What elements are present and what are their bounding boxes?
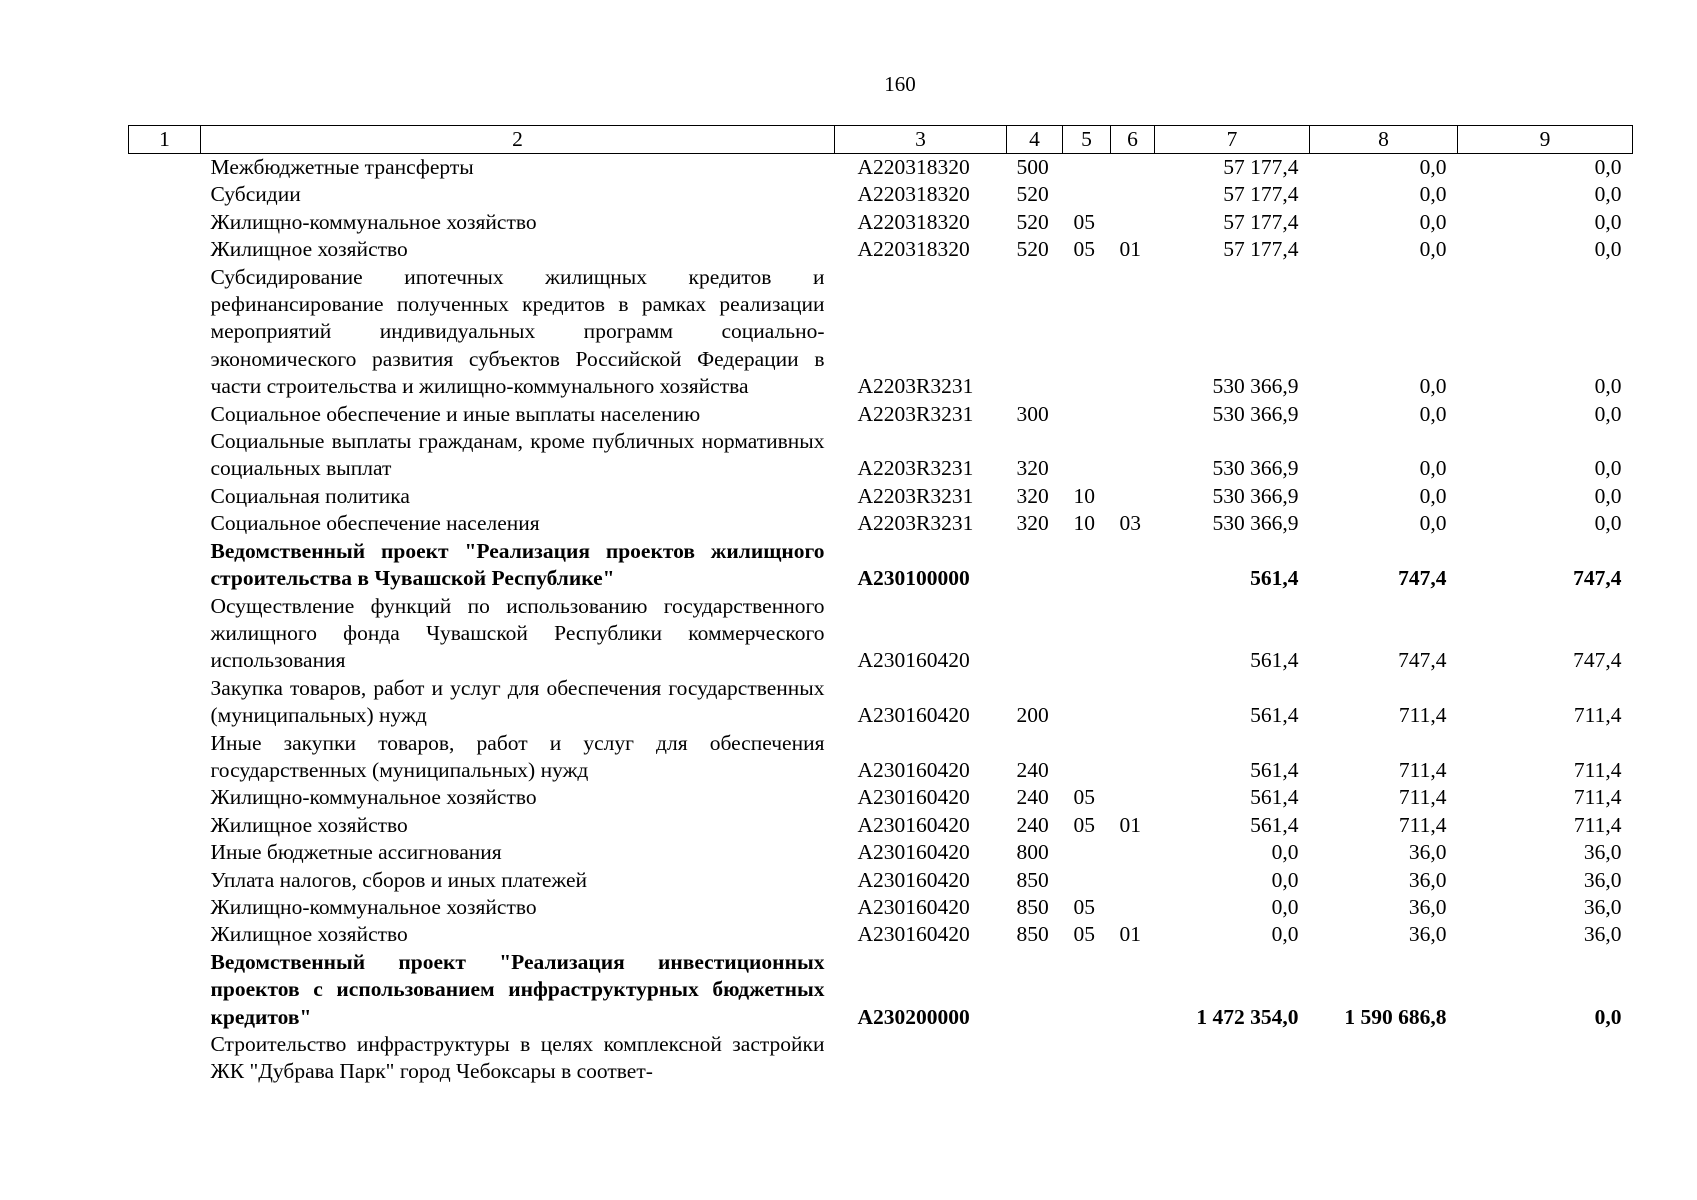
expense-type-code bbox=[1007, 538, 1063, 593]
item-name: Иные бюджетные ассигнования bbox=[210, 840, 502, 865]
col-1-cell bbox=[129, 538, 201, 593]
item-name: Жилищное хозяйство bbox=[210, 237, 408, 262]
section-code bbox=[1063, 1031, 1111, 1086]
amount-col-8: 711,4 bbox=[1398, 703, 1447, 728]
subsection-code bbox=[1111, 730, 1155, 785]
section-code bbox=[1063, 428, 1111, 483]
amount-col-9: 0,0 bbox=[1594, 1004, 1622, 1029]
section-code: 05 bbox=[1073, 209, 1095, 234]
item-name: Социальное обеспечение и иные выплаты населению bbox=[210, 401, 701, 426]
section-code bbox=[1063, 154, 1111, 182]
header-row bbox=[129, 126, 1633, 154]
expense-type-code: 850 bbox=[1016, 922, 1049, 947]
section-code: 05 bbox=[1073, 812, 1095, 837]
target-article-code: A230160420 bbox=[857, 648, 970, 673]
col-1-cell bbox=[129, 1031, 201, 1086]
amount-col-7: 57 177,4 bbox=[1223, 182, 1299, 207]
table-row bbox=[129, 1031, 1633, 1086]
amount-col-9: 0,0 bbox=[1594, 182, 1622, 207]
subsection-code: 01 bbox=[1119, 812, 1141, 837]
amount-col-9: 0,0 bbox=[1594, 237, 1622, 262]
amount-col-8: 0,0 bbox=[1419, 155, 1447, 179]
table-row bbox=[129, 181, 1633, 208]
target-article-code: A220318320 bbox=[857, 237, 970, 262]
section-code: 10 bbox=[1073, 483, 1095, 508]
expense-type-code: 850 bbox=[1016, 894, 1049, 919]
item-name: Субсидирование ипотечных жилищных кредитов и рефинансирование полученных кредитов в рамках реализации мероприятий индивидуальных программ социально-экономического развития субъектов Российской Федерации в части строительства и жилищно-коммунального хозяйства bbox=[210, 264, 825, 399]
header-col-9: 9 bbox=[1458, 126, 1633, 154]
col-1-cell bbox=[129, 921, 201, 948]
amount-col-9: 36,0 bbox=[1583, 867, 1622, 892]
amount-col-7: 530 366,9 bbox=[1212, 483, 1299, 508]
amount-col-7: 530 366,9 bbox=[1212, 374, 1299, 399]
target-article-code: A230160420 bbox=[857, 812, 970, 837]
item-name: Ведомственный проект "Реализация проектов жилищного строительства в Чувашской Республике" bbox=[210, 538, 825, 591]
table-row bbox=[129, 784, 1633, 811]
amount-col-7: 57 177,4 bbox=[1223, 237, 1299, 262]
section-code: 05 bbox=[1073, 894, 1095, 919]
target-article-code: A230160420 bbox=[857, 703, 970, 728]
amount-col-7 bbox=[1155, 1031, 1310, 1086]
subsection-code bbox=[1111, 428, 1155, 483]
col-1-cell bbox=[129, 784, 201, 811]
target-article-code bbox=[835, 1031, 1007, 1086]
section-code bbox=[1063, 675, 1111, 730]
expense-type-code bbox=[1007, 949, 1063, 1031]
header-col-6: 6 bbox=[1111, 126, 1155, 154]
amount-col-8: 747,4 bbox=[1398, 566, 1447, 591]
amount-col-7: 561,4 bbox=[1250, 785, 1299, 810]
amount-col-8: 711,4 bbox=[1398, 812, 1447, 837]
amount-col-8: 747,4 bbox=[1398, 648, 1447, 673]
amount-col-7: 561,4 bbox=[1250, 703, 1299, 728]
header-col-1: 1 bbox=[129, 126, 201, 154]
expense-type-code: 800 bbox=[1016, 840, 1049, 865]
table-row bbox=[129, 428, 1633, 483]
amount-col-9: 0,0 bbox=[1594, 456, 1622, 481]
subsection-code bbox=[1111, 784, 1155, 811]
subsection-code bbox=[1111, 209, 1155, 236]
col-1-cell bbox=[129, 483, 201, 510]
header-col-2: 2 bbox=[201, 126, 835, 154]
item-name: Жилищно-коммунальное хозяйство bbox=[210, 785, 537, 810]
subsection-code: 01 bbox=[1119, 237, 1141, 262]
expense-type-code: 240 bbox=[1016, 812, 1049, 837]
header-col-5: 5 bbox=[1063, 126, 1111, 154]
expense-type-code: 520 bbox=[1016, 209, 1049, 234]
amount-col-8: 0,0 bbox=[1419, 456, 1447, 481]
amount-col-7: 57 177,4 bbox=[1223, 155, 1299, 179]
target-article-code: A220318320 bbox=[857, 209, 970, 234]
amount-col-9: 747,4 bbox=[1573, 648, 1622, 673]
budget-table bbox=[128, 125, 1633, 1086]
amount-col-8: 0,0 bbox=[1419, 483, 1447, 508]
table-row bbox=[129, 236, 1633, 263]
table-row bbox=[129, 264, 1633, 401]
amount-col-8 bbox=[1310, 1031, 1458, 1086]
table-row bbox=[129, 510, 1633, 537]
section-code: 05 bbox=[1073, 237, 1095, 262]
col-1-cell bbox=[129, 154, 201, 182]
table-row bbox=[129, 483, 1633, 510]
subsection-code bbox=[1111, 264, 1155, 401]
amount-col-7: 0,0 bbox=[1271, 922, 1299, 947]
amount-col-9: 711,4 bbox=[1573, 812, 1622, 837]
section-code: 05 bbox=[1073, 785, 1095, 810]
expense-type-code: 520 bbox=[1016, 237, 1049, 262]
table-row bbox=[129, 209, 1633, 236]
target-article-code: A2203R3231 bbox=[857, 456, 974, 481]
subsection-code bbox=[1111, 894, 1155, 921]
section-code bbox=[1063, 538, 1111, 593]
item-name: Жилищное хозяйство bbox=[210, 922, 408, 947]
subsection-code bbox=[1111, 483, 1155, 510]
table-row bbox=[129, 921, 1633, 948]
table-body bbox=[129, 154, 1633, 1086]
subsection-code bbox=[1111, 867, 1155, 894]
col-1-cell bbox=[129, 675, 201, 730]
col-1-cell bbox=[129, 510, 201, 537]
amount-col-8: 0,0 bbox=[1419, 401, 1447, 426]
target-article-code: A230160420 bbox=[857, 867, 970, 892]
amount-col-9: 0,0 bbox=[1594, 401, 1622, 426]
amount-col-7: 57 177,4 bbox=[1223, 209, 1299, 234]
amount-col-8: 1 590 686,8 bbox=[1344, 1004, 1447, 1029]
subsection-code bbox=[1111, 154, 1155, 182]
subsection-code bbox=[1111, 1031, 1155, 1086]
col-1-cell bbox=[129, 264, 201, 401]
amount-col-9: 711,4 bbox=[1573, 757, 1622, 782]
header-col-3: 3 bbox=[835, 126, 1007, 154]
amount-col-7: 561,4 bbox=[1250, 566, 1299, 591]
amount-col-7: 530 366,9 bbox=[1212, 401, 1299, 426]
col-1-cell bbox=[129, 181, 201, 208]
amount-col-7: 0,0 bbox=[1271, 867, 1299, 892]
amount-col-7: 530 366,9 bbox=[1212, 456, 1299, 481]
col-1-cell bbox=[129, 839, 201, 866]
amount-col-8: 36,0 bbox=[1408, 922, 1447, 947]
target-article-code: A2203R3231 bbox=[857, 483, 974, 508]
section-code bbox=[1063, 730, 1111, 785]
col-1-cell bbox=[129, 730, 201, 785]
table-row bbox=[129, 730, 1633, 785]
amount-col-9: 0,0 bbox=[1594, 374, 1622, 399]
amount-col-7: 0,0 bbox=[1271, 840, 1299, 865]
subsection-code bbox=[1111, 593, 1155, 675]
amount-col-8: 36,0 bbox=[1408, 840, 1447, 865]
table-header bbox=[129, 126, 1633, 154]
expense-type-code: 320 bbox=[1016, 483, 1049, 508]
amount-col-8: 36,0 bbox=[1408, 867, 1447, 892]
col-1-cell bbox=[129, 593, 201, 675]
expense-type-code bbox=[1007, 593, 1063, 675]
header-col-8: 8 bbox=[1310, 126, 1458, 154]
section-code bbox=[1063, 839, 1111, 866]
amount-col-9: 0,0 bbox=[1594, 483, 1622, 508]
target-article-code: A230160420 bbox=[857, 894, 970, 919]
item-name: Жилищно-коммунальное хозяйство bbox=[210, 894, 537, 919]
item-name: Иные закупки товаров, работ и услуг для обеспечения государственных (муниципальных) нужд bbox=[210, 730, 825, 782]
subsection-code bbox=[1111, 839, 1155, 866]
amount-col-8: 0,0 bbox=[1419, 209, 1447, 234]
col-1-cell bbox=[129, 236, 201, 263]
section-code bbox=[1063, 949, 1111, 1031]
item-name: Социальные выплаты гражданам, кроме публичных нормативных социальных выплат bbox=[210, 429, 825, 481]
amount-col-9: 36,0 bbox=[1583, 922, 1622, 947]
target-article-code: A230200000 bbox=[857, 1004, 970, 1029]
table-row bbox=[129, 401, 1633, 428]
amount-col-7: 561,4 bbox=[1250, 757, 1299, 782]
target-article-code: A220318320 bbox=[857, 182, 970, 207]
col-1-cell bbox=[129, 867, 201, 894]
item-name: Жилищное хозяйство bbox=[210, 812, 408, 837]
subsection-code bbox=[1111, 401, 1155, 428]
item-name: Ведомственный проект "Реализация инвестиционных проектов с использованием инфраструктурных бюджетных кредитов" bbox=[210, 949, 825, 1029]
target-article-code: A230160420 bbox=[857, 922, 970, 947]
subsection-code: 03 bbox=[1119, 511, 1141, 536]
target-article-code: A2203R3231 bbox=[857, 374, 974, 399]
amount-col-7: 1 472 354,0 bbox=[1196, 1004, 1299, 1029]
target-article-code: A2203R3231 bbox=[857, 511, 974, 536]
table-row bbox=[129, 867, 1633, 894]
page-number: 160 bbox=[884, 72, 916, 96]
target-article-code: A230160420 bbox=[857, 840, 970, 865]
subsection-code bbox=[1111, 675, 1155, 730]
col-1-cell bbox=[129, 894, 201, 921]
table-row bbox=[129, 839, 1633, 866]
amount-col-9: 0,0 bbox=[1594, 511, 1622, 536]
amount-col-9 bbox=[1458, 1031, 1633, 1086]
amount-col-7: 0,0 bbox=[1271, 894, 1299, 919]
item-name: Осуществление функций по использованию государственного жилищного фонда Чувашской Республики коммерческого использования bbox=[210, 593, 825, 673]
amount-col-9: 0,0 bbox=[1594, 209, 1622, 234]
expense-type-code: 200 bbox=[1016, 703, 1049, 728]
amount-col-7: 561,4 bbox=[1250, 812, 1299, 837]
table-row bbox=[129, 894, 1633, 921]
col-1-cell bbox=[129, 428, 201, 483]
amount-col-8: 711,4 bbox=[1398, 785, 1447, 810]
header-col-4: 4 bbox=[1007, 126, 1063, 154]
amount-col-7: 561,4 bbox=[1250, 648, 1299, 673]
subsection-code bbox=[1111, 538, 1155, 593]
header-col-7: 7 bbox=[1155, 126, 1310, 154]
subsection-code: 01 bbox=[1119, 922, 1141, 947]
amount-col-8: 0,0 bbox=[1419, 374, 1447, 399]
target-article-code: A2203R3231 bbox=[857, 401, 974, 426]
amount-col-9: 36,0 bbox=[1583, 840, 1622, 865]
table-row bbox=[129, 154, 1633, 182]
table-row bbox=[129, 812, 1633, 839]
item-name: Жилищно-коммунальное хозяйство bbox=[210, 209, 537, 234]
section-code bbox=[1063, 264, 1111, 401]
table-row bbox=[129, 538, 1633, 593]
subsection-code bbox=[1111, 949, 1155, 1031]
expense-type-code: 520 bbox=[1016, 182, 1049, 207]
item-name: Строительство инфраструктуры в целях комплексной застройки ЖК "Дубрава Парк" город Чебоксары в соответ- bbox=[210, 1032, 825, 1084]
amount-col-9: 0,0 bbox=[1594, 155, 1622, 179]
amount-col-9: 36,0 bbox=[1583, 894, 1622, 919]
expense-type-code bbox=[1007, 264, 1063, 401]
col-1-cell bbox=[129, 209, 201, 236]
expense-type-code: 240 bbox=[1016, 785, 1049, 810]
target-article-code: A230100000 bbox=[857, 566, 970, 591]
item-name: Субсидии bbox=[210, 182, 301, 207]
expense-type-code: 240 bbox=[1016, 757, 1049, 782]
table-row bbox=[129, 949, 1633, 1031]
section-code: 05 bbox=[1073, 922, 1095, 947]
target-article-code: A230160420 bbox=[857, 785, 970, 810]
amount-col-8: 36,0 bbox=[1408, 894, 1447, 919]
expense-type-code: 850 bbox=[1016, 867, 1049, 892]
expense-type-code: 300 bbox=[1016, 401, 1049, 426]
section-code bbox=[1063, 401, 1111, 428]
table-row bbox=[129, 593, 1633, 675]
section-code: 10 bbox=[1073, 511, 1095, 536]
target-article-code: A230160420 bbox=[857, 757, 970, 782]
item-name: Уплата налогов, сборов и иных платежей bbox=[210, 867, 588, 892]
section-code bbox=[1063, 867, 1111, 894]
amount-col-8: 0,0 bbox=[1419, 511, 1447, 536]
target-article-code: A220318320 bbox=[857, 155, 970, 179]
amount-col-8: 0,0 bbox=[1419, 182, 1447, 207]
item-name: Межбюджетные трансферты bbox=[210, 155, 474, 179]
table-row bbox=[129, 675, 1633, 730]
section-code bbox=[1063, 181, 1111, 208]
subsection-code bbox=[1111, 181, 1155, 208]
section-code bbox=[1063, 593, 1111, 675]
expense-type-code: 500 bbox=[1016, 155, 1049, 179]
item-name: Закупка товаров, работ и услуг для обеспечения государственных (муниципальных) нужд bbox=[210, 675, 825, 728]
expense-type-code bbox=[1007, 1031, 1063, 1086]
expense-type-code: 320 bbox=[1016, 511, 1049, 536]
amount-col-7: 530 366,9 bbox=[1212, 511, 1299, 536]
col-1-cell bbox=[129, 812, 201, 839]
amount-col-9: 747,4 bbox=[1573, 566, 1622, 591]
item-name: Социальная политика bbox=[210, 483, 410, 508]
amount-col-9: 711,4 bbox=[1573, 703, 1622, 728]
amount-col-9: 711,4 bbox=[1573, 785, 1622, 810]
amount-col-8: 0,0 bbox=[1419, 237, 1447, 262]
col-1-cell bbox=[129, 401, 201, 428]
amount-col-8: 711,4 bbox=[1398, 757, 1447, 782]
item-name: Социальное обеспечение населения bbox=[210, 511, 540, 536]
col-1-cell bbox=[129, 949, 201, 1031]
expense-type-code: 320 bbox=[1016, 456, 1049, 481]
